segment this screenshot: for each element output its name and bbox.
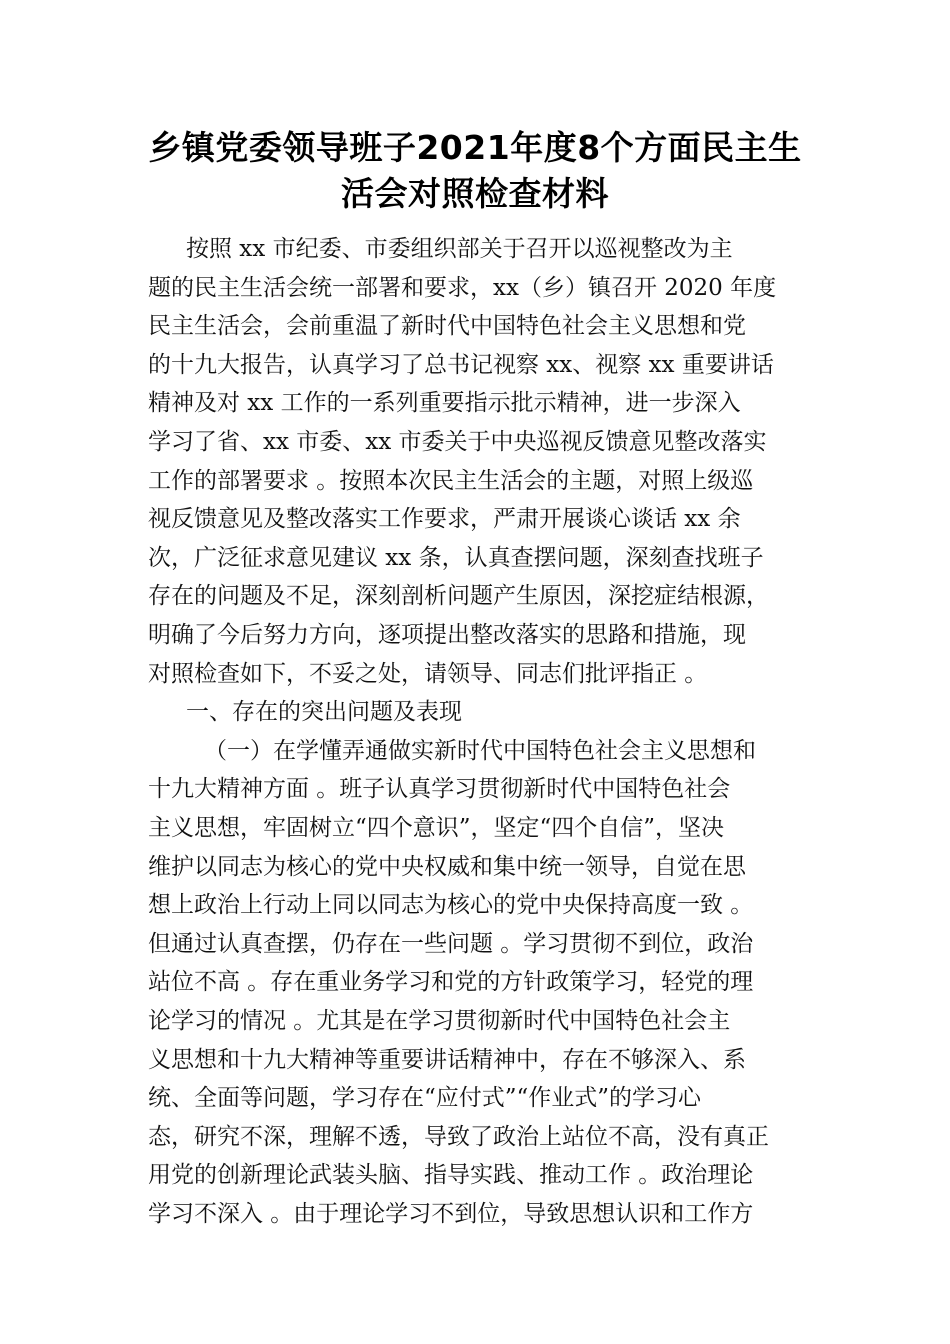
document-title-line-1: 乡镇党委领导班子2021年度8个方面民主生 bbox=[148, 128, 802, 167]
body-line: 工作的部署要求 。按照本次民主生活会的主题，对照上级巡 bbox=[148, 467, 754, 494]
body-line: 论学习的情况 。尤其是在学习贯彻新时代中国特色社会主 bbox=[148, 1008, 731, 1034]
body-line: 精神及对 xx 工作的一系列重要指示批示精神，进一步深入 bbox=[148, 390, 741, 417]
body-line: 一、存在的突出问题及表现 bbox=[186, 699, 462, 726]
body-line: 视反馈意见及整改落实工作要求，严肃开展谈心谈话 xx 余 bbox=[148, 506, 741, 533]
body-line: 民主生活会，会前重温了新时代中国特色社会主义思想和党 bbox=[148, 313, 746, 340]
body-line: 对照检查如下，不妥之处，请领导、同志们批评指正 。 bbox=[148, 660, 708, 687]
body-line: 学习了省、xx 市委、xx 市委关于中央巡视反馈意见整改落实 bbox=[148, 429, 767, 455]
body-line: 十九大精神方面 。班子认真学习贯彻新时代中国特色社会 bbox=[148, 776, 731, 803]
body-line: 存在的问题及不足，深刻剖析问题产生原因，深挖症结根源， bbox=[148, 583, 769, 610]
body-line: 但通过认真查摆，仍存在一些问题 。学习贯彻不到位，政治 bbox=[148, 930, 754, 957]
body-line: 次，广泛征求意见建议 xx 条，认真查摆问题，深刻查找班子 bbox=[148, 544, 764, 571]
body-line: （一）在学懂弄通做实新时代中国特色社会主义思想和 bbox=[204, 737, 756, 764]
body-line: 用党的创新理论武装头脑、指导实践、推动工作 。政治理论 bbox=[148, 1162, 754, 1189]
body-line: 态，研究不深，理解不透，导致了政治上站位不高，没有真正 bbox=[148, 1123, 769, 1150]
body-line: 学习不深入 。由于理论学习不到位，导致思想认识和工作方 bbox=[148, 1201, 754, 1227]
body-line: 想上政治上行动上同以同志为核心的党中央保持高度一致 。 bbox=[148, 892, 754, 919]
document-title-line-2: 活会对照检查材料 bbox=[341, 174, 609, 213]
body-line: 按照 xx 市纪委、市委组织部关于召开以巡视整改为主 bbox=[186, 236, 733, 262]
body-line: 站位不高 。存在重业务学习和党的方针政策学习，轻党的理 bbox=[148, 969, 754, 996]
body-line: 明确了今后努力方向，逐项提出整改落实的思路和措施，现 bbox=[148, 622, 746, 648]
body-line: 题的民主生活会统一部署和要求，xx（乡）镇召开 2020 年度 bbox=[148, 274, 777, 301]
body-line: 主义思想，牢固树立“四个意识”，坚定“四个自信”，坚决 bbox=[148, 815, 725, 841]
body-line: 义思想和十九大精神等重要讲话精神中，存在不够深入、系 bbox=[148, 1046, 746, 1073]
body-line: 的十九大报告，认真学习了总书记视察 xx、视察 xx 重要讲话 bbox=[148, 351, 774, 378]
body-line: 维护以同志为核心的党中央权威和集中统一领导，自觉在思 bbox=[148, 853, 746, 880]
body-line: 统、全面等问题，学习存在“应付式”“作业式”的学习心 bbox=[148, 1085, 702, 1112]
